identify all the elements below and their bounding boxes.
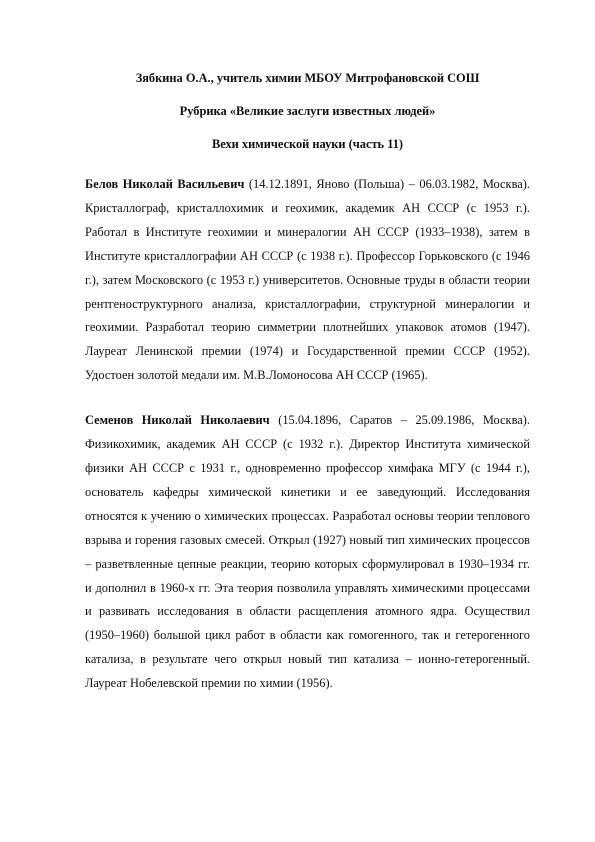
- person-name-belov: Белов Николай Васильевич: [85, 177, 245, 191]
- article-title: Вехи химической науки (часть 11): [211, 137, 404, 151]
- author-line: Зябкина О.А., учитель химии МБОУ Митрофановской СОШ: [135, 71, 480, 85]
- article-belov-text: (14.12.1891, Яново (Польша) – 06.03.1982, Москва). Кристаллограф, кристаллохимик и геохимик, академик АН СССР (с 1953 г.). Работал в Институте геохимии и минералогии АН СССР (1933–1938), затем в Институте кристаллографии АН СССР (с 1938 г.). Профессор Горьковского (с 1946 г.), затем Московского (с 1953 г.) университетов. Основные труды в области теории рентгеноструктурного анализа, кристаллографии, структурной минералогии и геохимии. Разработал теорию симметрии плотнейших упаковок атомов (1947). Лауреат Ленинской премии (1974) и Государственной премии СССР (1952). Удостоен золотой медали им. М.В.Ломоносова АН СССР (1965).: [85, 177, 530, 383]
- rubric-line: Рубрика «Великие заслуги известных людей»: [179, 104, 436, 118]
- document-page: [85, 70, 530, 717]
- person-name-semenov: Семенов Николай Николаевич: [85, 413, 270, 428]
- article-belov: [85, 173, 530, 388]
- article-semenov-text: (15.04.1896, Саратов – 25.09.1986, Москва). Физикохимик, академик АН СССР (с 1932 г.). Директор Института химической физики АН СССР с 1931 г., одновременно профессор химфака МГУ (с 1944 г.), основатель кафедры химической кинетики и ее заведующий. Исследования относятся к учению о химических процессах. Разработал основы теории теплового взрыва и горения газовых смесей. Открыл (1927) новый тип химических процессов – разветвленные цепные реакции, теорию которых сформулировал в 1930–1934 гг. и дополнил в 1960-х гг. Эта теория позволила управлять химическими процессами и развивать исследования в области расщепления атомного ядра. Осуществил (1950–1960) большой цикл работ в области как гомогенного, так и гетерогенного катализа, в результате чего открыл новый тип катализа – ионно-гетерогенный. Лауреат Нобелевской премии по химии (1956).: [85, 413, 530, 691]
- article-semenov: [85, 409, 530, 696]
